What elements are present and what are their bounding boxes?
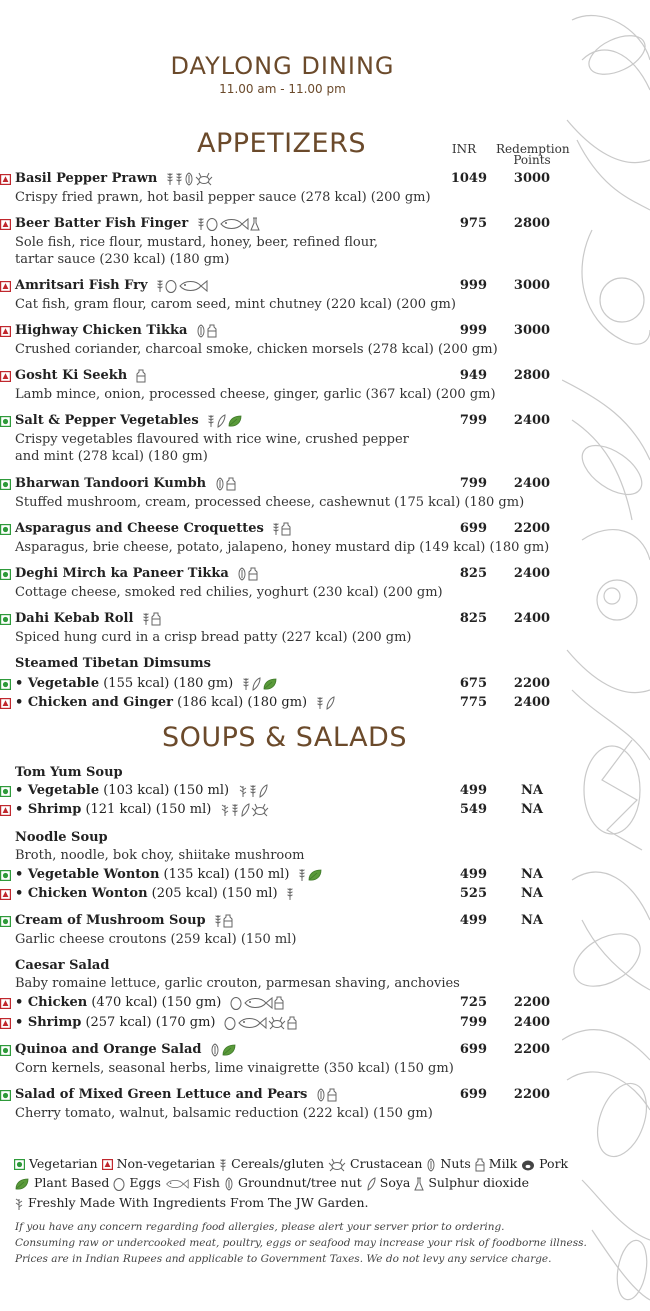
item-price: 999	[459, 323, 487, 338]
milk-icon	[475, 1158, 485, 1172]
legend-groundnut: Groundnut/tree nut	[237, 1175, 362, 1190]
plant-based-icon	[227, 414, 243, 428]
item-points: 2400	[513, 1015, 551, 1030]
item-price: 799	[459, 476, 487, 491]
item-price: 499	[459, 867, 487, 882]
item-description: Asparagus, brie cheese, potato, jalapeno, honey mustard dip (149 kcal) (180 gm)	[15, 540, 550, 555]
nut-icon	[196, 324, 206, 338]
item-description: Crispy vegetables flavoured with rice wine, crushed pepper	[15, 432, 409, 447]
group-title: Tom Yum Soup	[15, 765, 123, 780]
allergen-icons	[242, 676, 279, 691]
column-header-inr: INR	[451, 142, 477, 156]
fish-icon	[165, 1178, 189, 1190]
fish-icon	[219, 217, 249, 231]
item-description: Lamb mince, onion, processed cheese, ginger, garlic (367 kcal) (200 gm)	[15, 387, 496, 402]
item-name: Asparagus and Cheese Croquettes	[15, 521, 264, 536]
item-points: NA	[521, 867, 543, 882]
cereal-icon	[231, 803, 239, 817]
item-name: Amritsari Fish Fry	[15, 278, 148, 293]
item-info: (257 kcal) (170 gm)	[81, 1015, 216, 1030]
item-name: • Shrimp	[15, 1015, 82, 1030]
legend-sulphur: Sulphur dioxide	[428, 1175, 529, 1190]
legend-eggs: Eggs	[129, 1175, 161, 1190]
cereal-icon	[272, 522, 280, 536]
item-points: 2200	[513, 521, 551, 536]
allergen-icons	[142, 611, 162, 626]
groundnut-icon	[224, 1177, 234, 1191]
nut-icon	[426, 1158, 436, 1172]
egg-icon	[206, 217, 218, 231]
item-name: Basil Pepper Prawn	[15, 171, 158, 186]
legend-nuts: Nuts	[440, 1156, 471, 1171]
egg-icon	[165, 279, 177, 293]
item-price: 525	[459, 886, 487, 901]
legend-plant-based: Plant Based	[33, 1175, 110, 1190]
egg-icon	[224, 1016, 236, 1030]
allergen-icons	[210, 1042, 238, 1057]
veg-icon	[0, 569, 11, 580]
nut-icon	[316, 1088, 326, 1102]
milk-icon	[207, 324, 217, 338]
legend-non-veg: Non-vegetarian	[116, 1156, 216, 1171]
item-name: • Vegetable Wonton	[15, 867, 160, 882]
veg-icon	[0, 1090, 11, 1101]
legend-pork: Pork	[539, 1156, 569, 1171]
item-name: Salad of Mixed Green Lettuce and Pears	[15, 1087, 308, 1102]
service-hours: 11.00 am - 11.00 pm	[219, 82, 346, 96]
milk-icon	[287, 1016, 297, 1030]
item-price: 499	[459, 783, 487, 798]
allergen-icons	[298, 867, 324, 882]
group-description: Baby romaine lettuce, garlic crouton, parmesan shaving, anchovies	[15, 976, 460, 991]
non-veg-icon	[0, 174, 11, 185]
plant-based-icon	[307, 868, 323, 882]
milk-icon	[136, 369, 146, 383]
legend-jw-garden: Freshly Made With Ingredients From The JW Garden.	[27, 1195, 369, 1210]
herb-icon	[14, 1197, 24, 1211]
milk-icon	[223, 914, 233, 928]
non-veg-icon	[0, 371, 11, 382]
item-name: Deghi Mirch ka Paneer Tikka	[15, 566, 229, 581]
fish-icon	[178, 279, 208, 293]
veg-icon	[0, 916, 11, 927]
item-points: 2400	[513, 695, 551, 710]
item-points: NA	[521, 886, 543, 901]
allergen-icons	[238, 783, 269, 798]
nut-icon	[237, 567, 247, 581]
item-price: 775	[459, 695, 487, 710]
item-info: (135 kcal) (150 ml)	[159, 867, 290, 882]
group-title: Steamed Tibetan Dimsums	[15, 656, 211, 671]
milk-icon	[274, 996, 284, 1010]
nut-icon	[184, 172, 194, 186]
veg-icon	[0, 679, 11, 690]
item-price: 999	[459, 278, 487, 293]
item-points: 2200	[513, 995, 551, 1010]
allergen-icons	[316, 1087, 338, 1102]
veg-icon	[0, 1045, 11, 1056]
item-info: (205 kcal) (150 ml)	[147, 886, 278, 901]
cereal-icon	[142, 612, 150, 626]
item-info: (103 kcal) (150 ml)	[99, 783, 230, 798]
nut-icon	[215, 477, 225, 491]
cereal-icon	[316, 696, 324, 710]
item-points: 3000	[513, 171, 551, 186]
soya-icon	[258, 784, 268, 798]
herb-icon	[220, 803, 230, 817]
allergen-icons	[215, 476, 237, 491]
fish-icon	[243, 996, 273, 1010]
footer-raw-food-note: Consuming raw or undercooked meat, poultry, eggs or seafood may increase your risk of foodborne illness.	[15, 1237, 587, 1249]
legend-row-3	[14, 1195, 368, 1211]
item-price: 699	[459, 1042, 487, 1057]
cereal-icon	[207, 414, 215, 428]
item-points: NA	[521, 783, 543, 798]
page-title: DAYLONG DINING	[170, 52, 395, 80]
item-points: 2200	[513, 1042, 551, 1057]
item-name: • Chicken Wonton	[15, 886, 148, 901]
item-description: Spiced hung curd in a crisp bread patty (227 kcal) (200 gm)	[15, 630, 412, 645]
item-points: 2200	[513, 1087, 551, 1102]
non-veg-icon	[0, 326, 11, 337]
cereal-icon	[242, 677, 250, 691]
non-veg-icon	[102, 1159, 113, 1170]
crustacean-icon	[328, 1158, 346, 1172]
crustacean-icon	[251, 803, 269, 817]
footer-price-note: Prices are in Indian Rupees and applicable to Government Taxes. We do not levy any service charge.	[15, 1253, 552, 1265]
cereal-icon	[249, 784, 257, 798]
item-name: • Chicken	[15, 995, 88, 1010]
item-name: Quinoa and Orange Salad	[15, 1042, 202, 1057]
section-title-soups-salads: SOUPS & SALADS	[162, 722, 407, 753]
non-veg-icon	[0, 1018, 11, 1029]
item-points: 3000	[513, 323, 551, 338]
sulphur-icon	[414, 1177, 424, 1191]
item-points: 2800	[513, 368, 551, 383]
egg-icon	[230, 996, 242, 1010]
item-info: (121 kcal) (150 ml)	[81, 802, 212, 817]
non-veg-icon	[0, 889, 11, 900]
cereal-icon	[197, 217, 205, 231]
allergen-icons	[166, 171, 214, 186]
item-price: 825	[459, 611, 487, 626]
item-price: 699	[459, 521, 487, 536]
item-points: 2400	[513, 611, 551, 626]
group-title: Caesar Salad	[15, 958, 110, 973]
item-info: (155 kcal) (180 gm)	[99, 676, 234, 691]
item-description: Crushed coriander, charcoal smoke, chicken morsels (278 kcal) (200 gm)	[15, 342, 498, 357]
veg-icon	[0, 479, 11, 490]
non-veg-icon	[0, 998, 11, 1009]
cereal-icon	[175, 172, 183, 186]
plant-based-icon	[14, 1177, 30, 1191]
item-price: 699	[459, 1087, 487, 1102]
item-points: 3000	[513, 278, 551, 293]
milk-icon	[281, 522, 291, 536]
footer-allergy-note: If you have any concern regarding food allergies, please alert your server prior to ordering.	[15, 1221, 505, 1233]
soya-icon	[240, 803, 250, 817]
veg-icon	[0, 416, 11, 427]
soya-icon	[325, 696, 335, 710]
egg-icon	[113, 1177, 125, 1191]
item-points: 2400	[513, 413, 551, 428]
group-description: Broth, noodle, bok choy, shiitake mushroom	[15, 848, 305, 863]
legend-row-1	[14, 1156, 568, 1172]
item-name: Highway Chicken Tikka	[15, 323, 188, 338]
veg-icon	[0, 786, 11, 797]
item-description: Cottage cheese, smoked red chilies, yoghurt (230 kcal) (200 gm)	[15, 585, 443, 600]
item-description: Cat fish, gram flour, carom seed, mint chutney (220 kcal) (200 gm)	[15, 297, 456, 312]
cereal-icon	[156, 279, 164, 293]
allergen-icons	[286, 886, 295, 901]
allergen-icons	[220, 802, 270, 817]
nut-icon	[210, 1043, 220, 1057]
item-description: Sole fish, rice flour, mustard, honey, beer, refined flour,	[15, 235, 379, 250]
legend-vegetarian: Vegetarian	[28, 1156, 98, 1171]
milk-icon	[327, 1088, 337, 1102]
milk-icon	[151, 612, 161, 626]
allergen-icons	[272, 521, 292, 536]
item-price: 799	[459, 413, 487, 428]
legend-cereals: Cereals/gluten	[231, 1156, 325, 1171]
item-name: • Vegetable	[15, 676, 100, 691]
cereal-icon	[219, 1158, 227, 1172]
non-veg-icon	[0, 698, 11, 709]
item-name: Dahi Kebab Roll	[15, 611, 134, 626]
allergen-icons	[197, 216, 261, 231]
milk-icon	[248, 567, 258, 581]
veg-icon	[0, 524, 11, 535]
section-title-appetizers: APPETIZERS	[197, 128, 367, 159]
item-price: 725	[459, 995, 487, 1010]
item-price: 549	[459, 802, 487, 817]
veg-icon	[14, 1159, 25, 1170]
item-price: 499	[459, 913, 487, 928]
allergen-icons	[224, 1015, 298, 1030]
allergen-icons	[237, 566, 259, 581]
item-price: 1049	[450, 171, 487, 186]
item-description: Crispy fried prawn, hot basil pepper sauce (278 kcal) (200 gm)	[15, 190, 431, 205]
cereal-icon	[214, 914, 222, 928]
plant-based-icon	[262, 677, 278, 691]
item-name: Beer Batter Fish Finger	[15, 216, 189, 231]
allergen-icons	[230, 995, 285, 1010]
allergen-icons	[316, 695, 336, 710]
item-description-cont: tartar sauce (230 kcal) (180 gm)	[15, 252, 230, 267]
soya-icon	[216, 414, 226, 428]
veg-icon	[0, 614, 11, 625]
allergen-icons	[214, 913, 234, 928]
soya-icon	[366, 1177, 376, 1191]
allergen-icons	[196, 323, 218, 338]
item-name: Bharwan Tandoori Kumbh	[15, 476, 207, 491]
item-description: Corn kernels, seasonal herbs, lime vinaigrette (350 kcal) (150 gm)	[15, 1061, 454, 1076]
legend-milk: Milk	[488, 1156, 518, 1171]
item-price: 975	[459, 216, 487, 231]
item-name: Salt & Pepper Vegetables	[15, 413, 199, 428]
item-points: 2400	[513, 566, 551, 581]
item-description: Garlic cheese croutons (259 kcal) (150 ml)	[15, 932, 297, 947]
item-points: NA	[521, 802, 543, 817]
allergen-icons	[136, 368, 147, 383]
soya-icon	[251, 677, 261, 691]
item-points: 2400	[513, 476, 551, 491]
item-points: NA	[521, 913, 543, 928]
pork-icon	[521, 1159, 535, 1171]
column-header-redemption-points: Redemption Points	[496, 142, 570, 167]
item-name: • Shrimp	[15, 802, 82, 817]
non-veg-icon	[0, 281, 11, 292]
item-points: 2800	[513, 216, 551, 231]
legend-crustacean: Crustacean	[350, 1156, 423, 1171]
allergen-icons	[207, 413, 244, 428]
sulphur-icon	[250, 217, 260, 231]
item-name: Gosht Ki Seekh	[15, 368, 128, 383]
item-price: 825	[459, 566, 487, 581]
legend-soya: Soya	[379, 1175, 411, 1190]
cereal-icon	[298, 868, 306, 882]
item-info: (186 kcal) (180 gm)	[172, 695, 308, 710]
allergen-icons	[156, 278, 209, 293]
legend-fish: Fish	[192, 1175, 220, 1190]
crustacean-icon	[268, 1016, 286, 1030]
non-veg-icon	[0, 805, 11, 816]
cereal-icon	[166, 172, 174, 186]
item-description: Cherry tomato, walnut, balsamic reduction (222 kcal) (150 gm)	[15, 1106, 433, 1121]
item-info: (470 kcal) (150 gm)	[87, 995, 222, 1010]
non-veg-icon	[0, 219, 11, 230]
item-points: 2200	[513, 676, 551, 691]
cereal-icon	[286, 887, 294, 901]
botanical-illustration	[562, 0, 650, 1311]
plant-based-icon	[221, 1043, 237, 1057]
item-price: 949	[459, 368, 487, 383]
item-name: • Vegetable	[15, 783, 100, 798]
item-description: Stuffed mushroom, cream, processed cheese, cashewnut (175 kcal) (180 gm)	[15, 495, 525, 510]
milk-icon	[226, 477, 236, 491]
veg-icon	[0, 870, 11, 881]
item-price: 799	[459, 1015, 487, 1030]
item-name: Cream of Mushroom Soup	[15, 913, 206, 928]
group-title: Noodle Soup	[15, 830, 108, 845]
fish-icon	[237, 1016, 267, 1030]
legend-row-2	[14, 1175, 529, 1191]
item-description-cont: and mint (278 kcal) (180 gm)	[15, 449, 208, 464]
crustacean-icon	[195, 172, 213, 186]
item-price: 675	[459, 676, 487, 691]
item-name: • Chicken and Ginger	[15, 695, 173, 710]
herb-icon	[238, 784, 248, 798]
